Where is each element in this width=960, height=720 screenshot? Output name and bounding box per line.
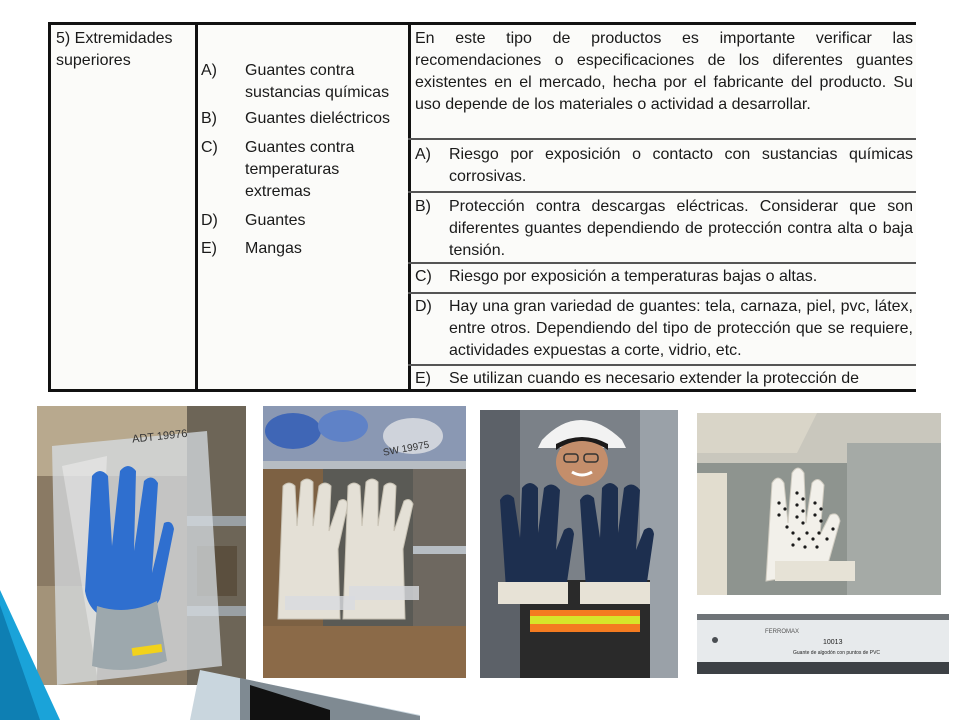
option-text: Guantes contra temperaturas extremas bbox=[245, 139, 355, 200]
option-text: Mangas bbox=[245, 240, 302, 257]
intro-text: En este tipo de productos es importante verificar las recomendaciones o especificaciones de los diferentes guantes existentes en el mercado, hecha por el fabricante del producto. Su uso depende de los materiales o actividad a desarrollar. bbox=[415, 30, 913, 113]
label-brand: FERROMAX bbox=[765, 629, 800, 635]
option-text: Guantes dieléctricos bbox=[245, 110, 390, 127]
label-number: 10013 bbox=[823, 639, 843, 646]
option-text: Guantes contra sustancias químicas bbox=[245, 62, 390, 101]
option-letter: B) bbox=[201, 110, 217, 127]
desc-letter: E) bbox=[415, 370, 431, 387]
decorative-corner-shape bbox=[0, 560, 420, 720]
photo-person-gloves bbox=[480, 410, 678, 678]
photo1-tag: ADT 19976 bbox=[131, 427, 189, 446]
ppe-table-scan bbox=[48, 22, 916, 392]
desc-text: Riesgo por exposición a temperaturas bajas o altas. bbox=[449, 268, 818, 285]
label-text: Guante de algodón con puntos de PVC bbox=[793, 650, 881, 656]
option-letter: A) bbox=[201, 62, 217, 79]
row-divider bbox=[408, 191, 916, 193]
table-divider-1 bbox=[195, 22, 198, 392]
desc-text: Protección contra descargas eléctricas. Considerar que son diferentes guantes dependiendo de protección contra alta o baja tensión. bbox=[449, 198, 913, 259]
row-divider bbox=[408, 262, 916, 264]
option-letter: E) bbox=[201, 240, 217, 257]
option-text: Guantes bbox=[245, 212, 306, 229]
desc-text: Riesgo por exposición o contacto con sustancias químicas corrosivas. bbox=[449, 146, 913, 185]
desc-text: Se utilizan cuando es necesario extender la protección de bbox=[449, 370, 860, 387]
intro-paragraph bbox=[415, 28, 913, 116]
category-label: 5) Extremidades superiores bbox=[56, 30, 173, 69]
desc-letter: B) bbox=[415, 198, 431, 215]
photo-shelf-label bbox=[697, 614, 949, 674]
desc-letter: C) bbox=[415, 268, 432, 285]
desc-text: Hay una gran variedad de guantes: tela, carnaza, piel, pvc, látex, entre otros. Dependiendo del tipo de protección que se requiere, actividades expuestas a corte, vidrio, etc. bbox=[449, 298, 913, 359]
desc-letter: D) bbox=[415, 298, 432, 315]
desc-letter: A) bbox=[415, 146, 431, 163]
photo-dotted-gloves bbox=[697, 413, 941, 595]
photo2-tag: SW 19975 bbox=[382, 439, 431, 459]
row-divider bbox=[408, 138, 916, 140]
table-border-left bbox=[48, 22, 51, 392]
option-letter: D) bbox=[201, 212, 218, 229]
option-letter: C) bbox=[201, 139, 218, 156]
row-divider bbox=[408, 292, 916, 294]
table-border-top bbox=[48, 22, 916, 25]
row-divider bbox=[408, 364, 916, 366]
